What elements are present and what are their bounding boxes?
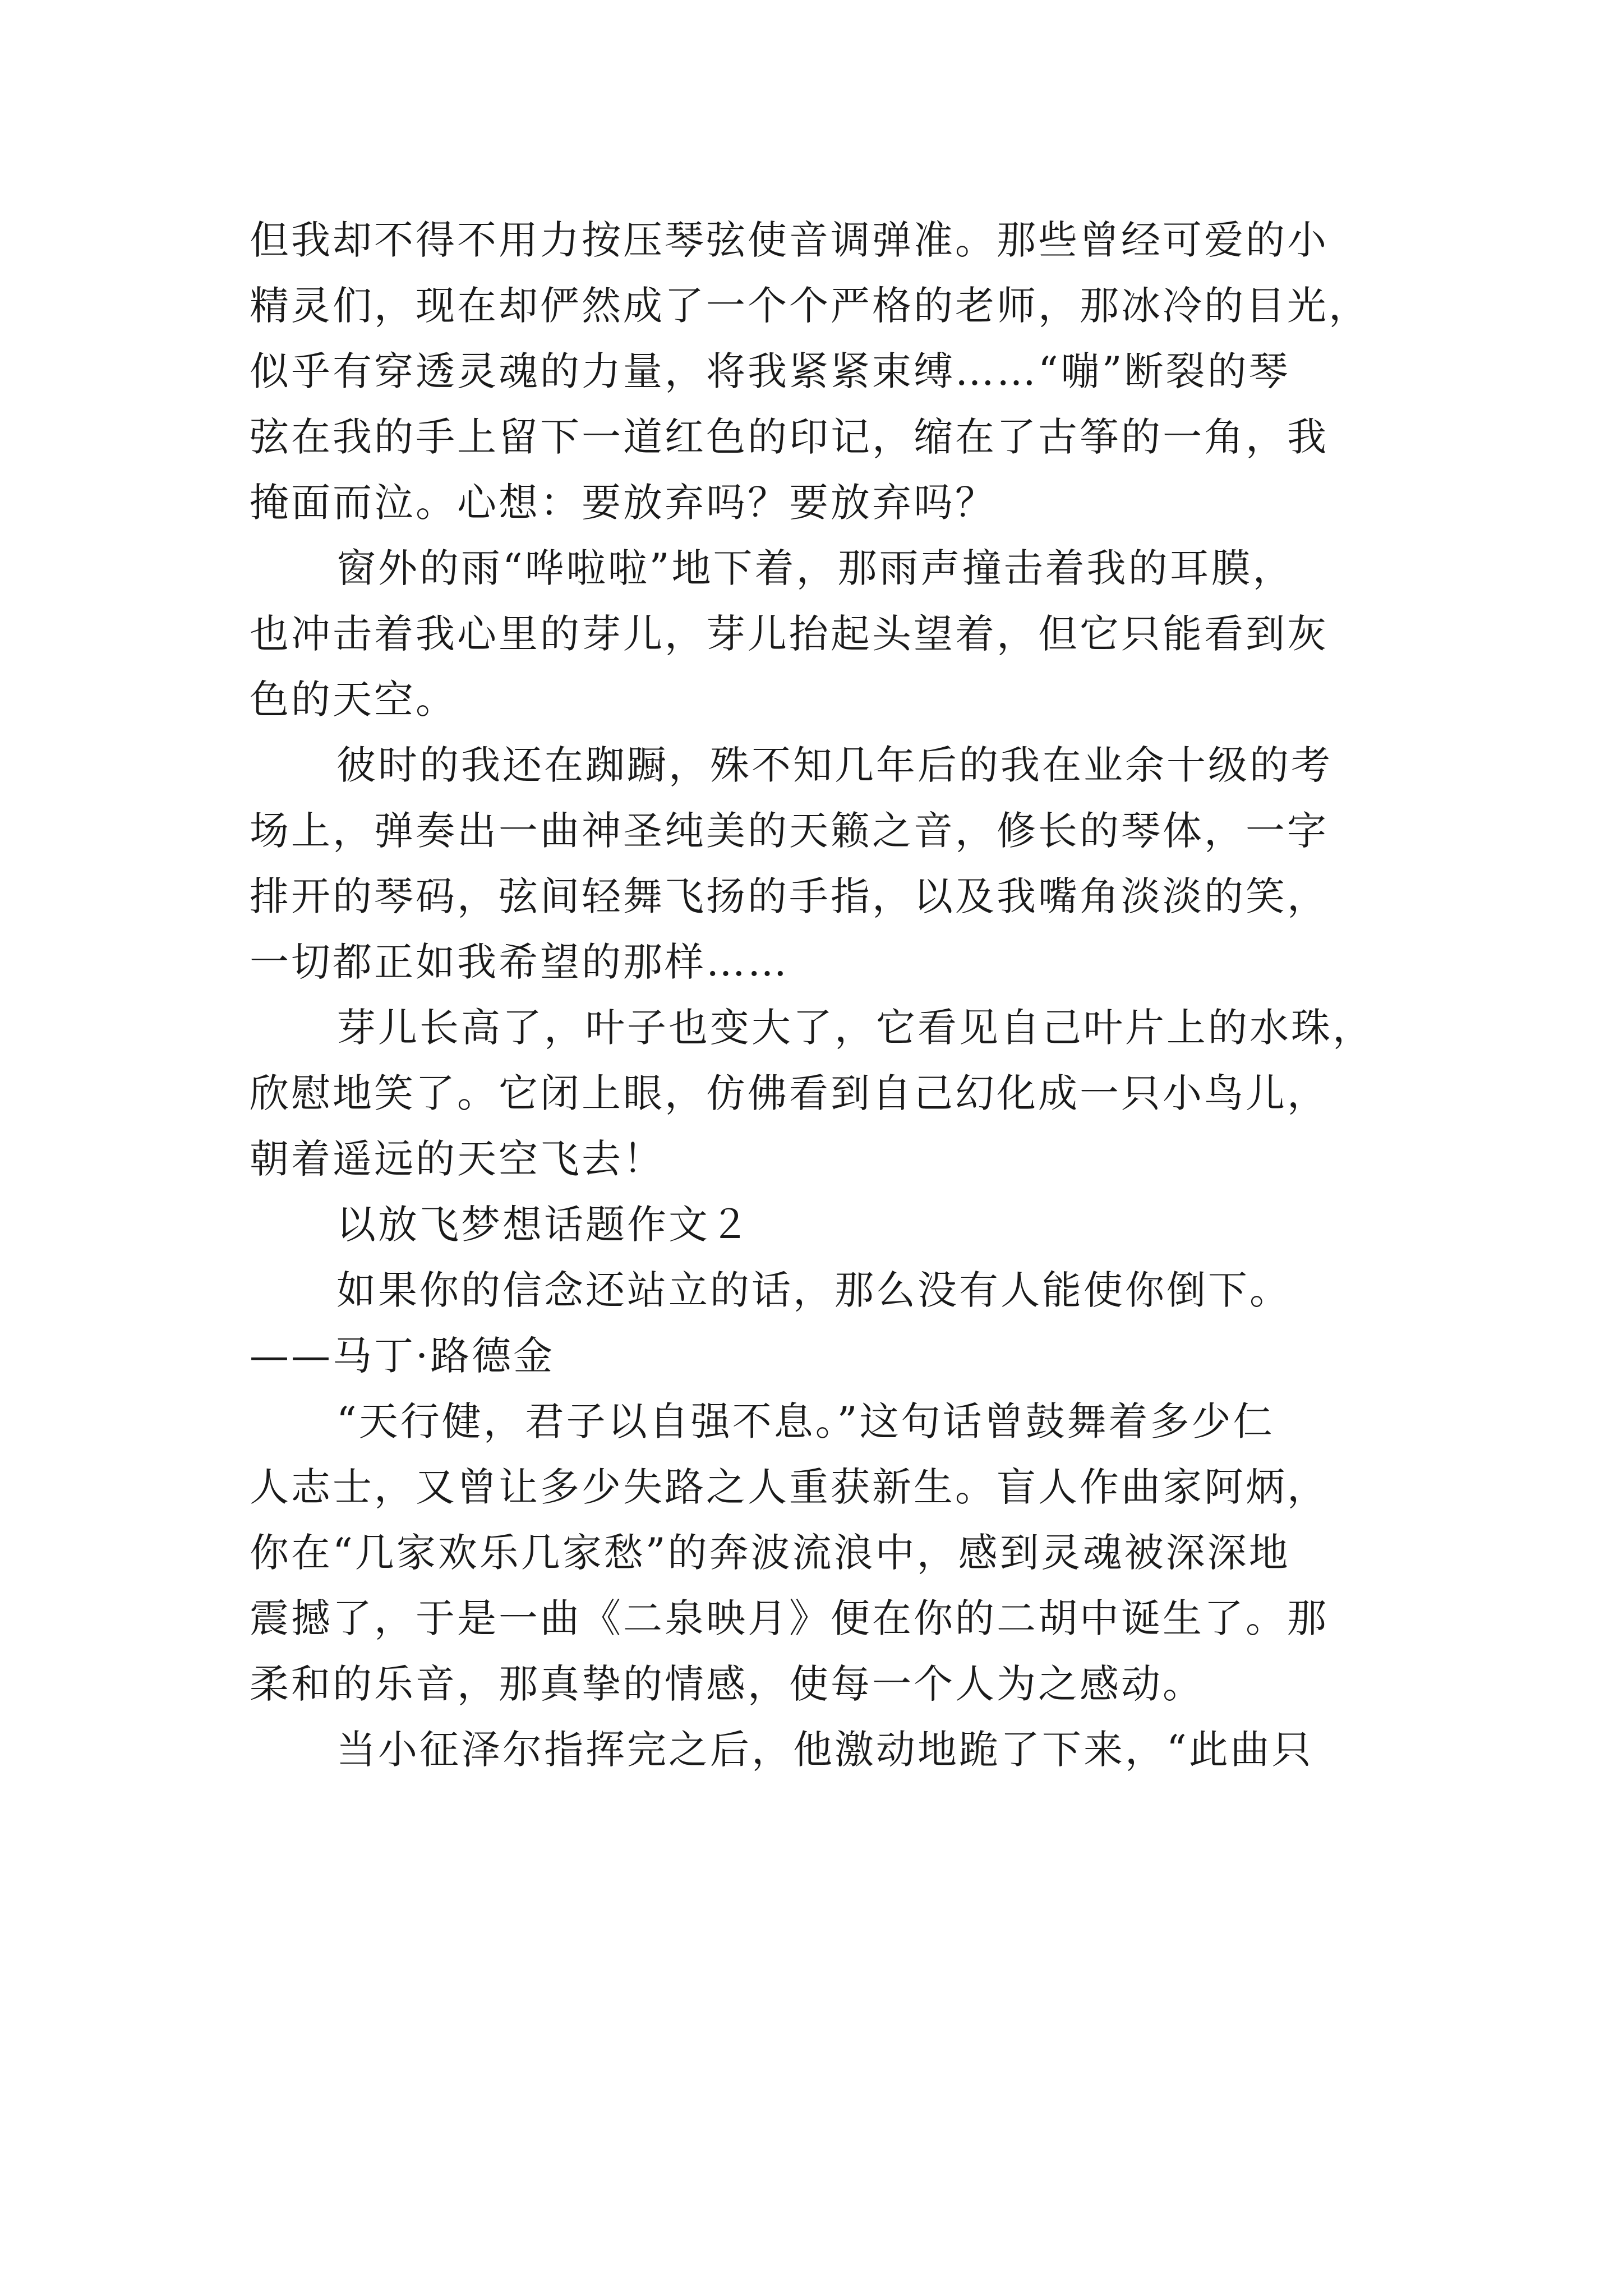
text-line: 但我却不得不用力按压琴弦使音调弹准。那些曾经可爱的小 [250,217,1329,263]
text-line: 掩面而泣。心想：要放弃吗？要放弃吗？ [250,480,997,526]
text-line: 也冲击着我心里的芽儿，芽儿抬起头望着，但它只能看到灰 [250,611,1329,657]
text-line: 场上，弹奏出一曲神圣纯美的天籁之音，修长的琴体，一字 [250,808,1329,854]
paragraph-first-line: 当小征泽尔指挥完之后，他激动地跪了下来，“此曲只 [336,1727,1313,1773]
text-line: 似乎有穿透灵魂的力量，将我紧紧束缚……“嘣”断裂的琴 [250,348,1290,394]
text-line: 欣慰地笑了。它闭上眼，仿佛看到自己幻化成一只小鸟儿， [250,1070,1329,1116]
quote-line: 如果你的信念还站立的话，那么没有人能使你倒下。 [336,1267,1291,1313]
text-line: 柔和的乐音，那真挚的情感，使每一个人为之感动。 [250,1661,1204,1707]
paragraph-first-line: 窗外的雨“哗啦啦”地下着，那雨声撞击着我的耳膜， [336,545,1294,591]
text-line: 一切都正如我希望的那样…… [250,939,789,985]
text-line: 朝着遥远的天空飞去！ [250,1136,665,1182]
paragraph-first-line: 彼时的我还在踟蹰，殊不知几年后的我在业余十级的考 [336,742,1332,788]
text-line: 震撼了，于是一曲《二泉映月》便在你的二胡中诞生了。那 [250,1595,1329,1641]
text-line: 排开的琴码，弦间轻舞飞扬的手指，以及我嘴角淡淡的笑， [250,873,1329,919]
text-line: 精灵们，现在却俨然成了一个个严格的老师，那冰冷的目光， [250,283,1370,329]
text-line: 人志士，又曾让多少失路之人重获新生。盲人作曲家阿炳， [250,1464,1329,1510]
paragraph-first-line: “天行健，君子以自强不息。”这句话曾鼓舞着多少仁 [336,1398,1275,1444]
document-body [250,208,1394,1783]
paragraph-first-line: 芽儿长高了，叶子也变大了，它看见自己叶片上的水珠， [336,1005,1374,1051]
text-line: 弦在我的手上留下一道红色的印记，缩在了古筝的一角，我 [250,414,1329,460]
text-line: 色的天空。 [250,677,457,723]
text-line: 你在“几家欢乐几家愁”的奔波流浪中，感到灵魂被深深地 [250,1530,1290,1576]
section-heading: 以放飞梦想话题作文２ [336,1202,751,1248]
quote-attribution: ——马丁·路德金 [250,1333,555,1379]
